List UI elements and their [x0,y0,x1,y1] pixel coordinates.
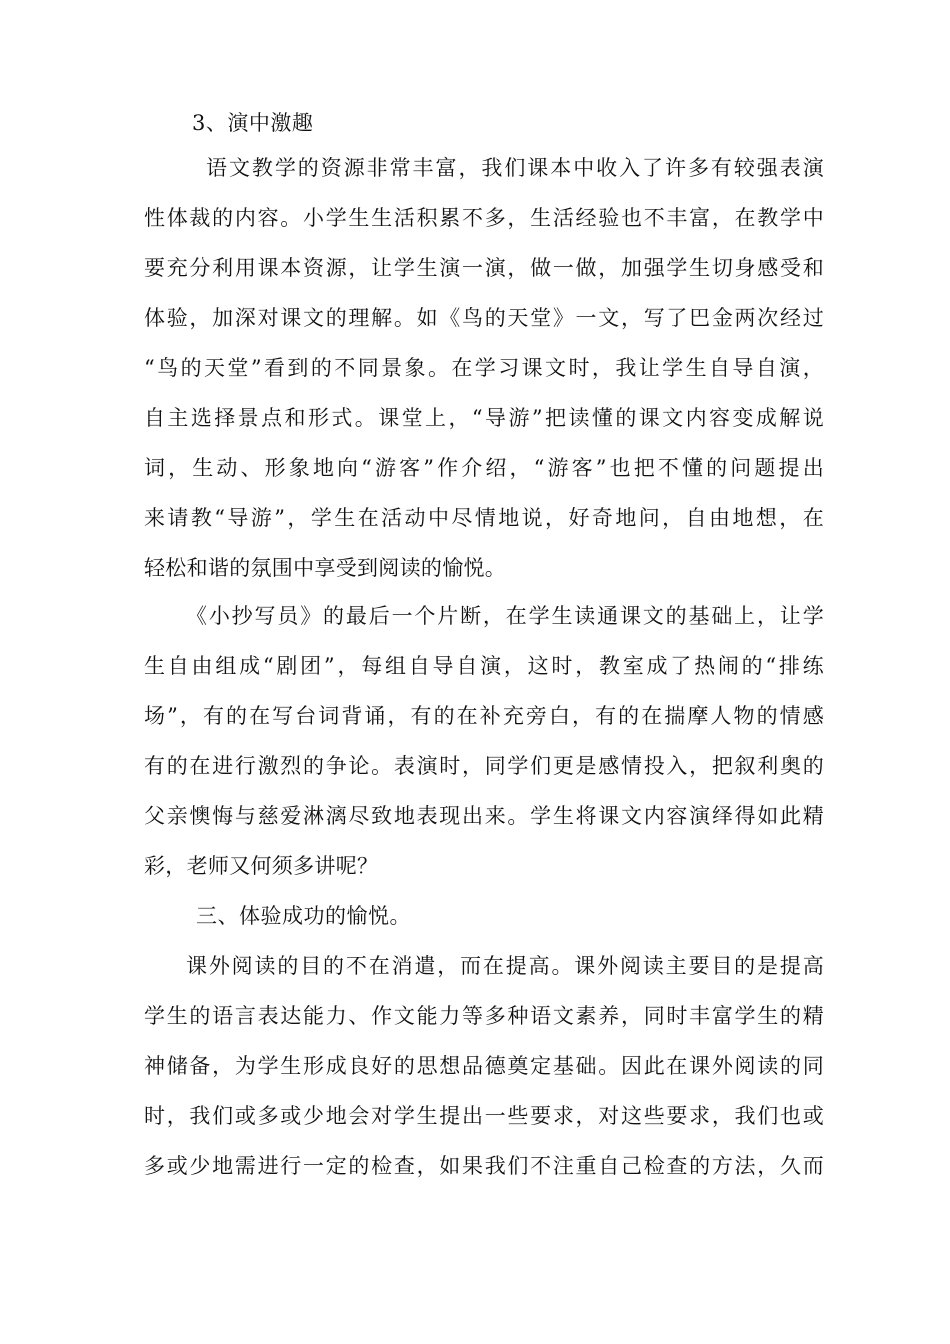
text-line: 词，生动、形象地向“游客”作介绍，“游客”也把不懂的问题提出 [144,456,824,480]
text-line: “鸟的天堂”看到的不同景象。在学习课文时，我让学生自导自演， [144,356,824,380]
text-line: 场”，有的在写台词背诵，有的在补充旁白，有的在揣摩人物的情感 [144,704,824,728]
text-line: 体验，加深对课文的理解。如《鸟的天堂》一文，写了巴金两次经过 [144,306,824,330]
text-line: 父亲懊悔与慈爱淋漓尽致地表现出来。学生将课文内容演绎得如此精 [144,804,824,828]
text-line: 要充分利用课本资源，让学生演一演，做一做，加强学生切身感受和 [144,256,824,280]
text-line: 神储备，为学生形成良好的思想品德奠定基础。因此在课外阅读的同 [144,1054,824,1078]
text-line: 学生的语言表达能力、作文能力等多种语文素养，同时丰富学生的精 [144,1004,824,1028]
text-line: 性体裁的内容。小学生生活积累不多，生活经验也不丰富，在教学中 [144,206,824,230]
text-line: 轻松和谐的氛围中享受到阅读的愉悦。 [144,556,507,580]
text-line: 多或少地需进行一定的检查，如果我们不注重自己检查的方法，久而 [144,1154,824,1178]
text-line: 有的在进行激烈的争论。表演时，同学们更是感情投入，把叙利奥的 [144,754,824,778]
text-line: 来请教“导游”，学生在活动中尽情地说，好奇地问，自由地想，在 [144,506,824,530]
section-heading-three: 三、体验成功的愉悦。 [196,904,411,928]
text-line: 彩，老师又何须多讲呢？ [144,854,379,878]
text-line: 语文教学的资源非常丰富，我们课本中收入了许多有较强表演 [206,156,824,180]
text-line: 生自由组成“剧团”，每组自导自演，这时，教室成了热闹的“排练 [144,654,824,678]
section-heading-3: 3、演中激趣 [192,111,314,135]
text-line: 自主选择景点和形式。课堂上，“导游”把读懂的课文内容变成解说 [144,406,824,430]
text-line: 课外阅读的目的不在消遣，而在提高。课外阅读主要目的是提高 [186,954,824,978]
text-line: 《小抄写员》的最后一个片断，在学生读通课文的基础上，让学 [186,604,824,628]
text-line: 时，我们或多或少地会对学生提出一些要求，对这些要求，我们也或 [144,1104,824,1128]
